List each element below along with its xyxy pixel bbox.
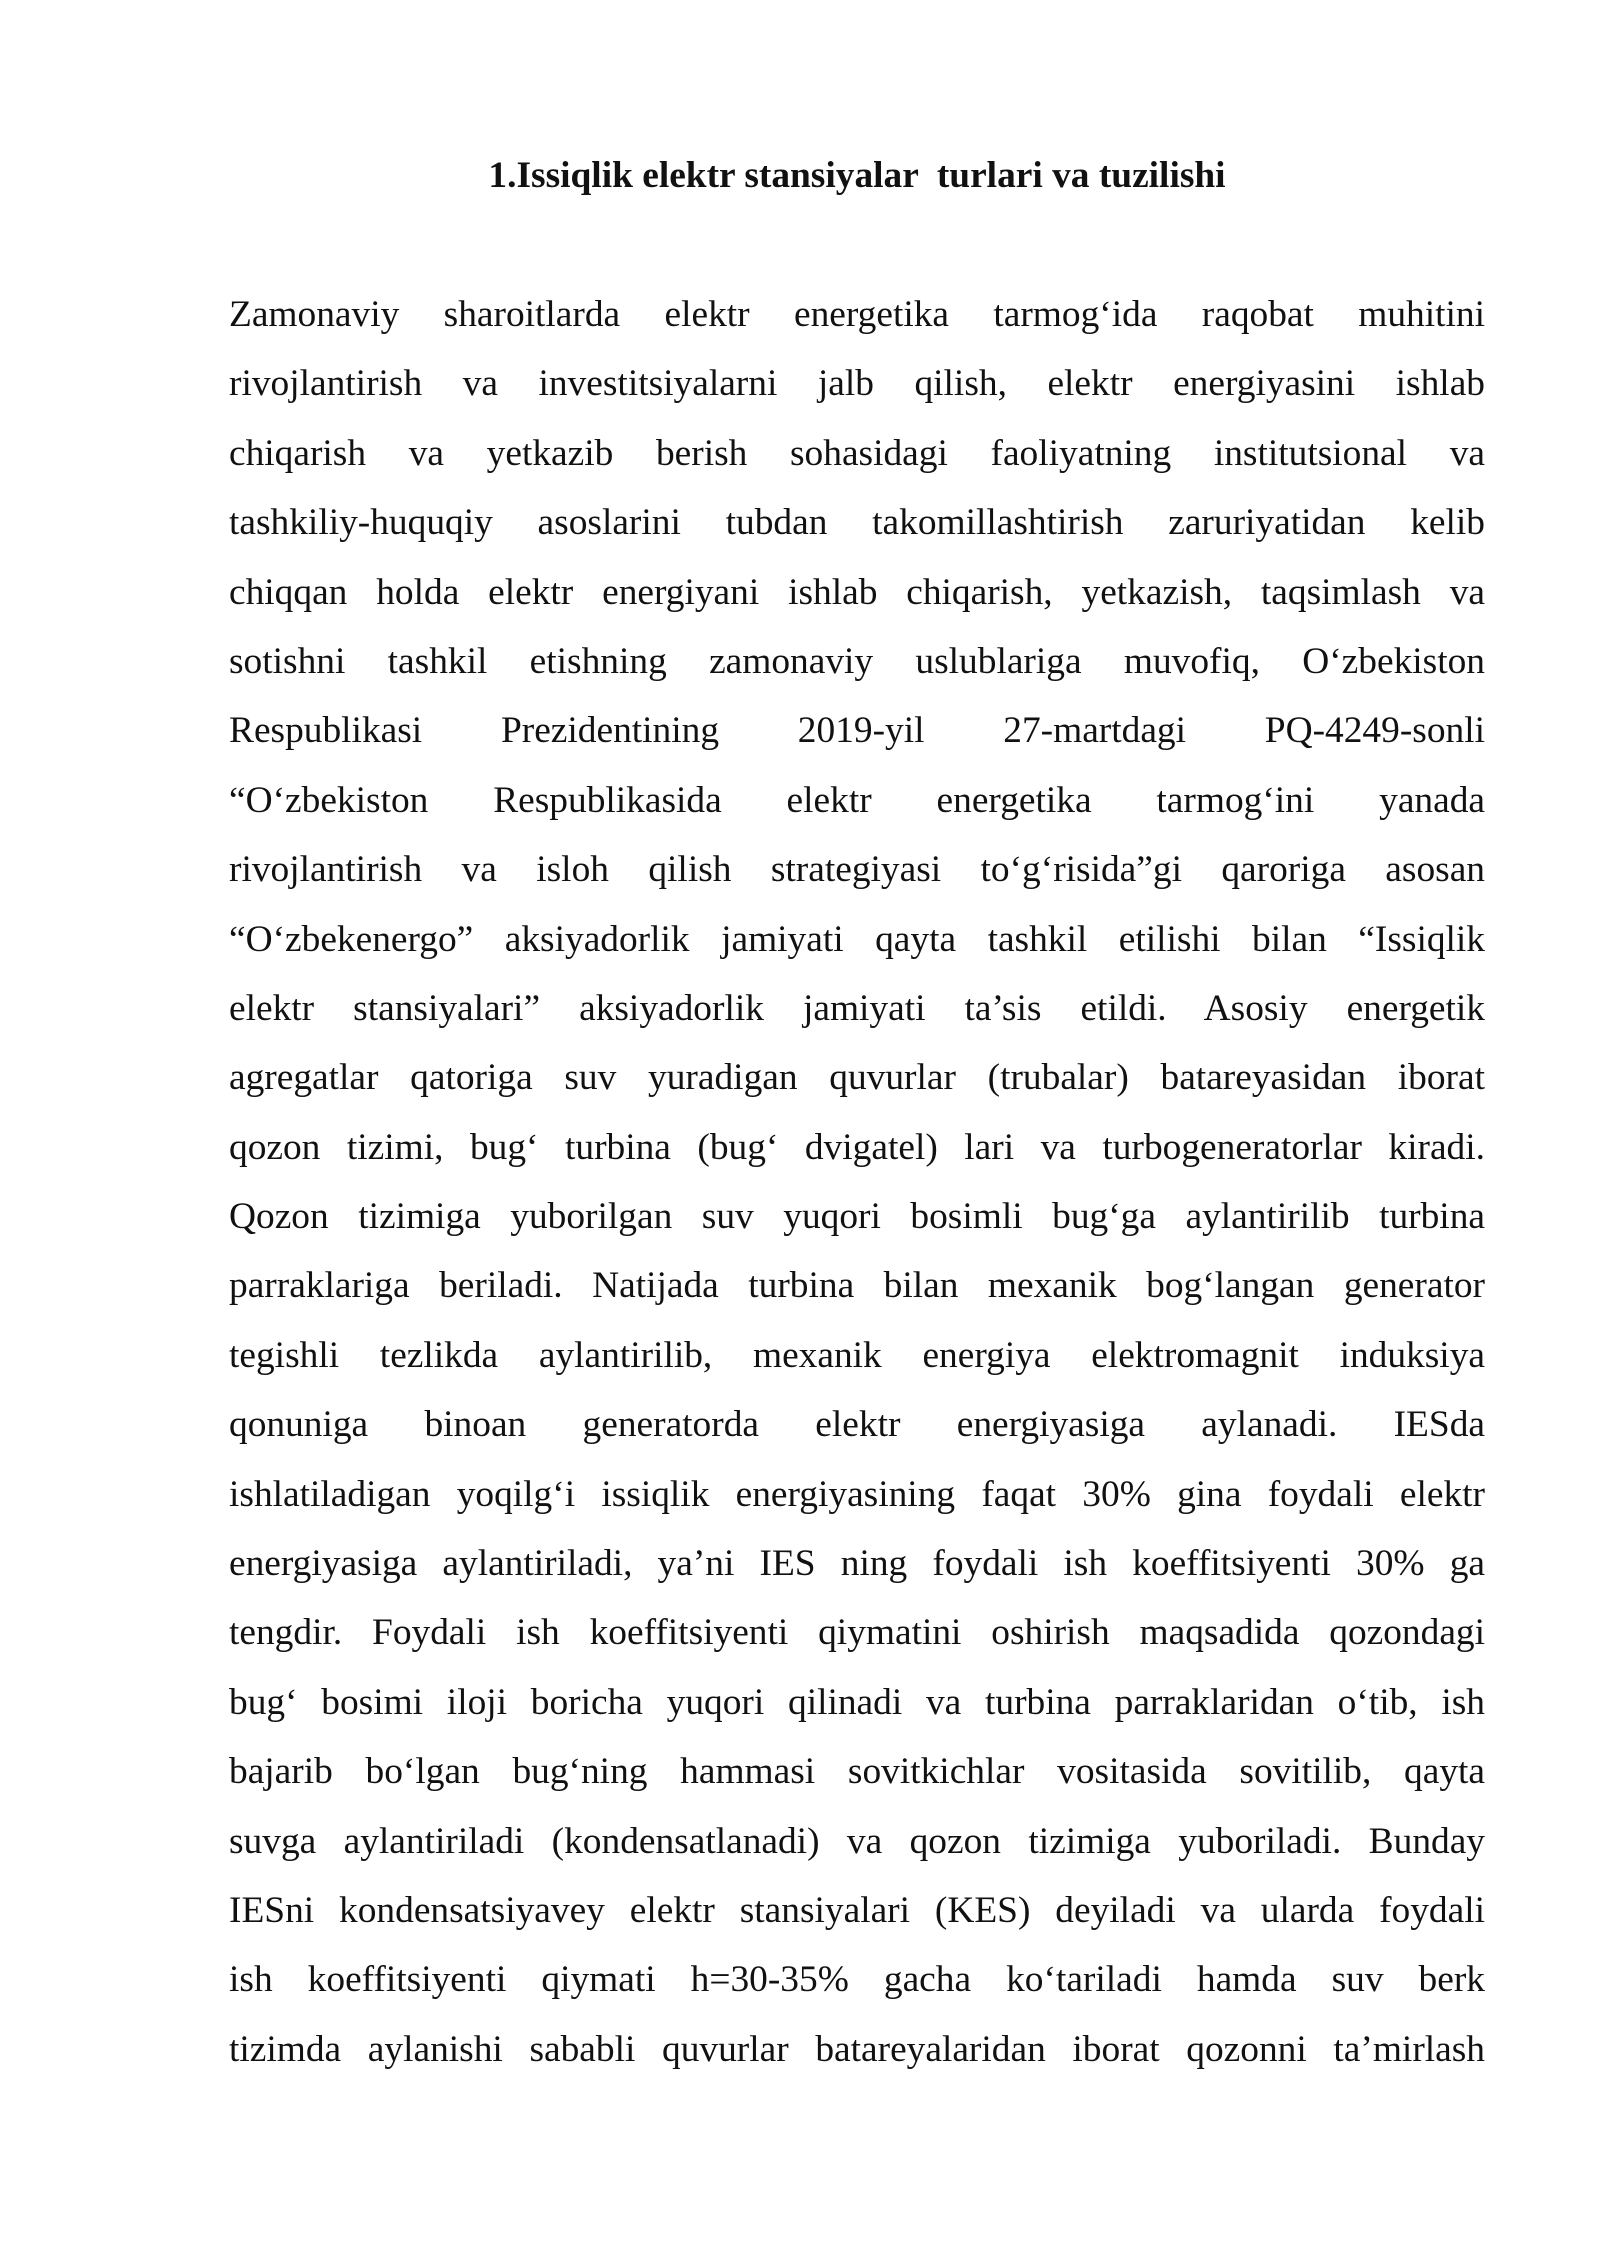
paragraph-line: ish koeffitsiyenti qiymati h=30-35% gacha ko‘tariladi hamda suv berk — [229, 1959, 1485, 2001]
paragraph-line: suvga aylantiriladi (kondensatlanadi) va qozon tizimiga yuboriladi. Bunday — [229, 1820, 1485, 1862]
paragraph-line: parraklariga beriladi. Natijada turbina bilan mexanik bog‘langan generator — [229, 1265, 1485, 1307]
paragraph-line: sotishni tashkil etishning zamonaviy uslublariga muvofiq, O‘zbekiston — [229, 640, 1485, 682]
paragraph-line: qozon tizimi, bug‘ turbina (bug‘ dvigatel) lari va turbogeneratorlar kiradi. — [229, 1126, 1485, 1168]
document-title: 1.Issiqlik elektr stansiyalar turlari va tuzilishi — [488, 155, 1226, 196]
paragraph-line: “O‘zbekenergo” aksiyadorlik jamiyati qayta tashkil etilishi bilan “Issiqlik — [229, 918, 1485, 960]
paragraph-line: bajarib bo‘lgan bug‘ning hammasi sovitkichlar vositasida sovitilib, qayta — [229, 1751, 1485, 1793]
paragraph-line: agregatlar qatoriga suv yuradigan quvurlar (trubalar) batareyasidan iborat — [229, 1057, 1485, 1099]
paragraph-line: bug‘ bosimi iloji boricha yuqori qilinadi va turbina parraklaridan o‘tib, ish — [229, 1681, 1485, 1723]
paragraph-line: IESni kondensatsiyavey elektr stansiyalari (KES) deyiladi va ularda foydali — [229, 1889, 1485, 1931]
paragraph-line: Zamonaviy sharoitlarda elektr energetika tarmog‘ida raqobat muhitini — [229, 294, 1485, 335]
paragraph-line: elektr stansiyalari” aksiyadorlik jamiyati ta’sis etildi. Asosiy energetik — [229, 987, 1485, 1029]
paragraph-line: chiqqan holda elektr energiyani ishlab chiqarish, yetkazish, taqsimlash va — [229, 571, 1485, 613]
paragraph-line: rivojlantirish va isloh qilish strategiyasi to‘g‘risida”gi qaroriga asosan — [229, 849, 1485, 891]
body-paragraph — [229, 280, 1485, 2084]
paragraph-line: ishlatiladigan yoqilg‘i issiqlik energiyasining faqat 30% gina foydali elektr — [229, 1473, 1485, 1515]
paragraph-line: tegishli tezlikda aylantirilib, mexanik energiya elektromagnit induksiya — [229, 1334, 1485, 1376]
paragraph-line: Respublikasi Prezidentining 2019-yil 27-martdagi PQ-4249-sonli — [229, 710, 1485, 752]
paragraph-line: energiyasiga aylantiriladi, ya’ni IES ning foydali ish koeffitsiyenti 30% ga — [229, 1543, 1485, 1585]
paragraph-line: rivojlantirish va investitsiyalarni jalb qilish, elektr energiyasini ishlab — [229, 363, 1485, 405]
paragraph-line: Qozon tizimiga yuborilgan suv yuqori bosimli bug‘ga aylantirilib turbina — [229, 1196, 1485, 1238]
paragraph-line: “O‘zbekiston Respublikasida elektr energetika tarmog‘ini yanada — [229, 779, 1485, 821]
paragraph-line: qonuniga binoan generatorda elektr energiyasiga aylanadi. IESda — [229, 1404, 1485, 1446]
paragraph-line: tizimda aylanishi sababli quvurlar batareyalaridan iborat qozonni ta’mirlash — [229, 2028, 1485, 2070]
paragraph-line: chiqarish va yetkazib berish sohasidagi faoliyatning institutsional va — [229, 432, 1485, 474]
paragraph-line: tashkiliy-huquqiy asoslarini tubdan takomillashtirish zaruriyatidan kelib — [229, 502, 1485, 544]
paragraph-line: tengdir. Foydali ish koeffitsiyenti qiymatini oshirish maqsadida qozondagi — [229, 1612, 1485, 1654]
